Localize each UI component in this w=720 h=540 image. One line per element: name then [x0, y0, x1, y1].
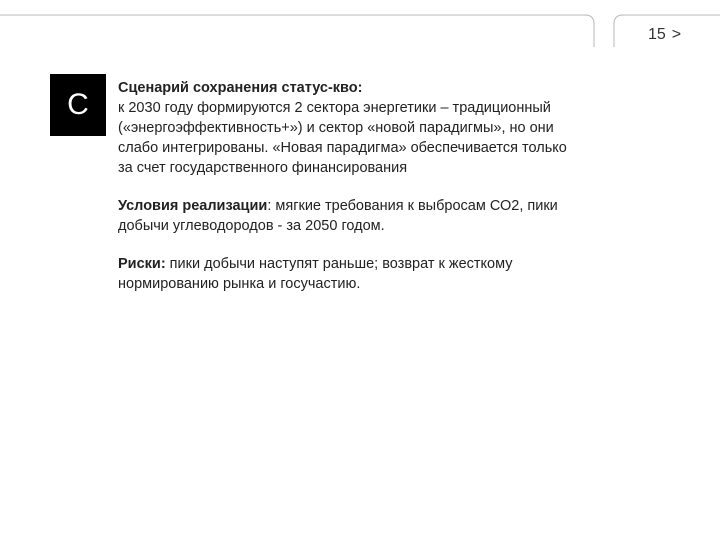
conditions-heading: Условия реализации [118, 198, 268, 214]
risks-heading: Риски: [118, 256, 166, 272]
risks-line-2: нормированию рынка и госучастию. [118, 276, 361, 292]
scenario-line-4: за счет государственного финансирования [118, 160, 408, 176]
conditions-text: : мягкие требования к выбросам СО2, пики [267, 198, 558, 214]
next-page-arrow-icon[interactable]: > [671, 26, 682, 43]
scenario-line-3: слабо интегрированы. «Новая парадигма» обеспечивается только [118, 140, 567, 156]
conditions-line-2: добычи углеводородов - за 2050 годом. [118, 218, 385, 234]
scenario-paragraph [118, 78, 638, 178]
page-number [648, 26, 681, 44]
risks-paragraph [118, 254, 638, 294]
header-frame-lines [0, 0, 720, 60]
risks-text: пики добычи наступят раньше; возврат к жесткому [165, 256, 513, 272]
page-number-value: 15 [648, 26, 666, 43]
scenario-line-1: к 2030 году формируются 2 сектора энергетики – традиционный [118, 100, 551, 116]
scenario-letter-badge [50, 74, 106, 136]
scenario-letter: С [67, 88, 89, 121]
scenario-description [118, 78, 638, 312]
scenario-line-2: («энергоэффективность+») и сектор «новой парадигмы», но они [118, 120, 554, 136]
scenario-heading: Сценарий сохранения статус-кво: [118, 80, 363, 96]
conditions-paragraph [118, 196, 638, 236]
